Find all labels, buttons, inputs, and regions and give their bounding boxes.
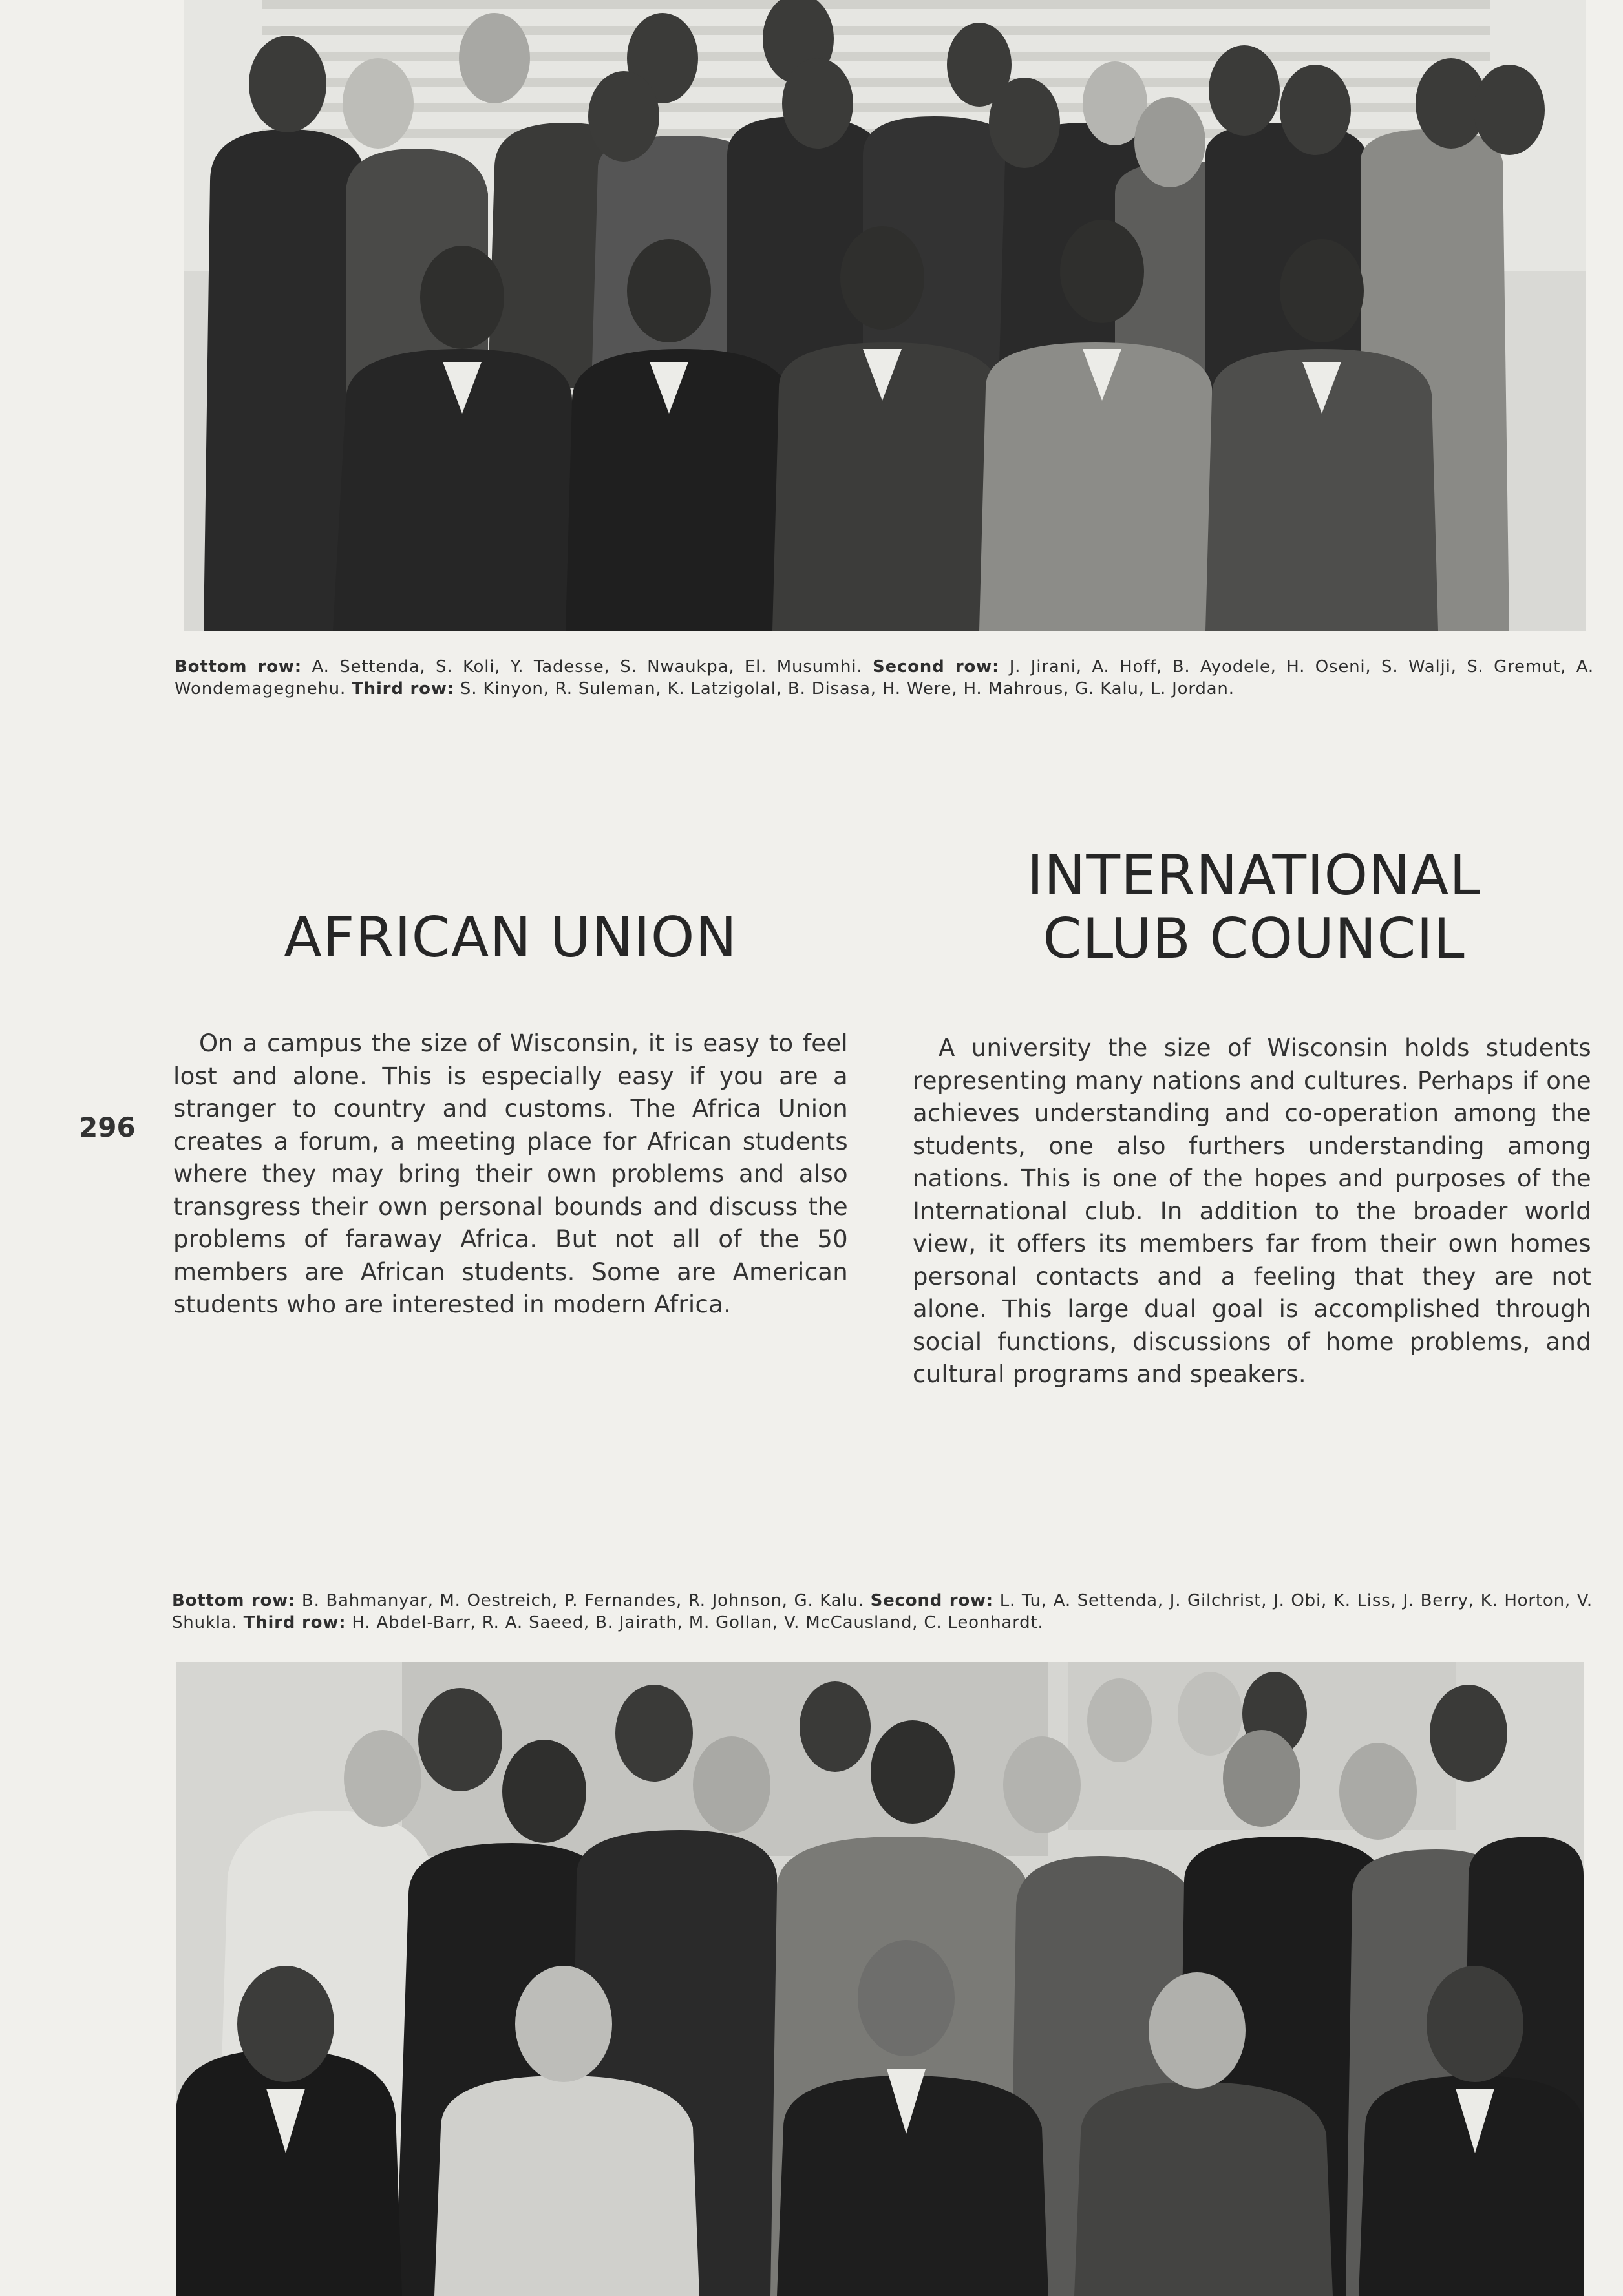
- heading-line-2: CLUB COUNCIL: [1043, 907, 1465, 971]
- african-union-photo-caption: [175, 656, 1594, 700]
- international-club-photo-caption: [172, 1590, 1593, 1634]
- international-club-photo-drawing: [176, 1662, 1584, 2296]
- international-club-council-heading: [905, 844, 1603, 971]
- heading-line-1: INTERNATIONAL: [1026, 843, 1481, 908]
- caption-second-row-names: J. Jirani, A. Hoff, B. Ayodele, H. Oseni, S. Walji, S. Gremut, A. Wondemagegnehu.: [175, 657, 1594, 699]
- caption-third-row-names: S. Kinyon, R. Suleman, K. Latzigolal, B. Disasa, H. Were, H. Mahrous, G. Kalu, L. Jordan.: [454, 679, 1235, 699]
- caption-second-row-label: Second row:: [870, 1591, 993, 1610]
- african-union-group-photo: [184, 0, 1586, 631]
- caption-bottom-row-label: Bottom row:: [172, 1591, 296, 1610]
- caption-third-row-label: Third row:: [243, 1613, 346, 1632]
- page-number: 296: [79, 1111, 136, 1143]
- international-club-body-text: A university the size of Wisconsin holds students representing many nations and cultures. Perhaps if one achieves understanding and co-operation among the students, one also furthers understanding among nations. This is one of the hopes and purposes of the International club. In addition to the broader world view, it offers its members far from their own homes personal contacts and a feeling that they are not alone. This large dual goal is accomplished through social functions, discussions of home problems, and cultural programs and speakers.: [913, 1034, 1591, 1388]
- african-union-body-text: On a campus the size of Wisconsin, it is easy to feel lost and alone. This is especially easy if you are a stranger to country and customs. The Africa Union creates a forum, a meeting place for African students where they may bring their own problems and also transgress their own personal bounds and discuss the problems of faraway Africa. But not all of the 50 members are African students. Some are American students who are interested in modern Africa.: [173, 1029, 848, 1318]
- international-club-group-photo: [176, 1662, 1584, 2296]
- caption-bottom-row-label: Bottom row:: [175, 657, 302, 677]
- caption-bottom-row-names: A. Settenda, S. Koli, Y. Tadesse, S. Nwaukpa, El. Musumhi.: [301, 657, 873, 677]
- caption-second-row-label: Second row:: [872, 657, 1000, 677]
- caption-second-row-names: L. Tu, A. Settenda, J. Gilchrist, J. Obi, K. Liss, J. Berry, K. Horton, V. Shukla.: [172, 1591, 1593, 1632]
- caption-bottom-row-names: B. Bahmanyar, M. Oestreich, P. Fernandes, R. Johnson, G. Kalu.: [295, 1591, 871, 1610]
- african-union-heading: AFRICAN UNION: [284, 905, 737, 970]
- caption-third-row-label: Third row:: [352, 679, 454, 699]
- african-union-photo-drawing: [184, 0, 1586, 631]
- caption-third-row-names: H. Abdel-Barr, R. A. Saeed, B. Jairath, M. Gollan, V. McCausland, C. Leonhardt.: [346, 1613, 1044, 1632]
